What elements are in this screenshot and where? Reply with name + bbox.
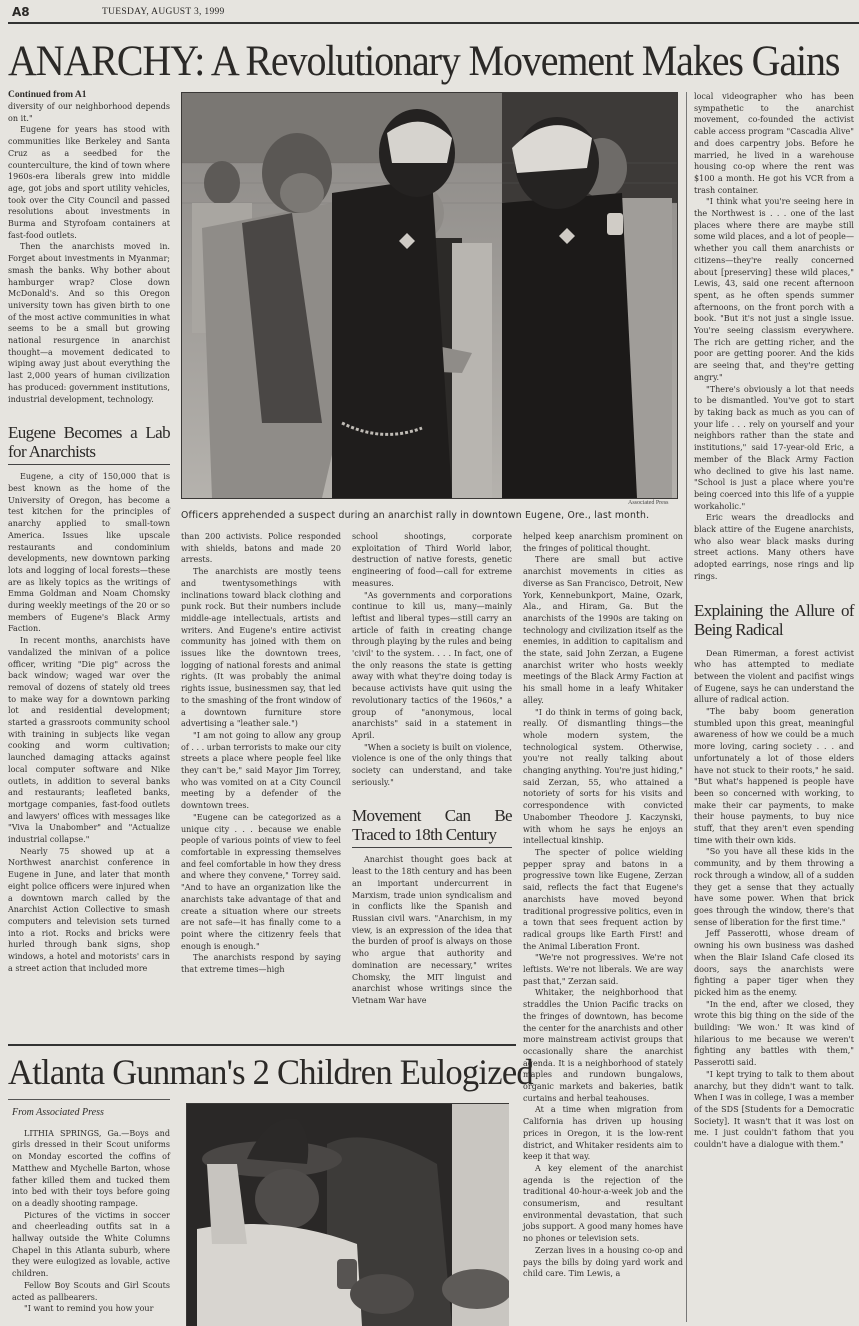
paragraph: Then the anarchists moved in. Forget about investments in Myanmar; smash the banks. Why bother about hamburger wrap? Close down McDonald's. And so this Oregon university town has given birth to one of the most active communities in what seems to be a small but growing national resurgence in anarchist thought—a movement dedicated to wiping away just about everything the last 2,000 years of human civilization has produced: government institutions, industrial development, technology. xyxy=(8,242,170,404)
main-story-column-5 xyxy=(694,91,854,1151)
paragraph: Whitaker, the neighborhood that straddles the Union Pacific tracks on the fringes of downtown, has become the center for the anarchists and other more mainstream activist groups that occasionally share the anarchist agenda. It is a neighborhood of stately maples and rundown bungalows, organic markets and bakeries, batik curtains and herbal teahouses. xyxy=(523,988,683,1103)
main-story-column-1 xyxy=(8,90,170,975)
paragraph: "Eugene can be categorized as a unique city . . . because we enable people of various points of view to feel comfortable in expressing themselves and feel comfortable in how they dress and where they convene," Torrey said. "And to have an organization like the anarchists take advantage of that and create a situation where our streets are not safe—it has finally come to a point where the citizenry feels that enough is enough." xyxy=(181,812,341,951)
paragraph: diversity of our neighborhood depends on it." xyxy=(8,102,170,123)
second-story-column xyxy=(12,1103,170,1315)
paragraph: "I do think in terms of going back, really. Of dismantling things—the whole modern system, the technological system. Otherwise, you're not really talking about changing anything. You're just hiding," said Zerzan, 55, who attained a notoriety of sorts for his visits and correspondence with convicted Unabomber Theodore J. Kaczynski, with whom he says he enjoys an intellectual kinship. xyxy=(523,707,683,846)
main-story-column-3 xyxy=(352,531,512,1007)
subhead: Movement Can Be Traced to 18th Century xyxy=(352,806,512,848)
main-story-column-4 xyxy=(523,531,683,1280)
paragraph: "I want to remind you how your xyxy=(24,1304,154,1314)
paragraph: LITHIA SPRINGS, Ga.—Boys and girls dressed in their Scout uniforms on Monday escorted the coffins of Matthew and Mychelle Barton, whose father killed them and tucked them into bed with their toys before going on a deadly shooting rampage. xyxy=(12,1128,170,1208)
second-headline: Atlanta Gunman's 2 Children Eulogized xyxy=(8,1052,533,1092)
photo-credit: Associated Press xyxy=(628,500,669,506)
paragraph: The anarchists are mostly teens and twentysomethings with inclinations toward black clothing and punk rock. But their numbers include middle-age intellectuals, artists and writers. And Eugene's entire activist community has joined with them on issues like the downtown trees, logging of national forests and animal rights. (It was probably the animal rights issue, businessmen say, that led to the smashing of the front window of a downtown furniture store advertising a "leather sale.") xyxy=(181,567,341,729)
paragraph: Eugene, a city of 150,000 that is best known as the home of the University of Oregon, has become a test kitchen for the principles of anarchy applied to small-town America. Issues like upscale restaurants and condominium developments, new downtown parking lots and logging of local forests—these are as likely topics as the writings of Emma Goldman and Noam Chomsky during weekly meetings of the 20 or so members of Eugene's Black Army Faction. xyxy=(8,472,170,634)
main-story-column-2 xyxy=(181,531,341,976)
main-photo xyxy=(181,92,678,499)
paragraph: "When a society is built on violence, violence is one of the only things that society can understand, and take seriously." xyxy=(352,742,512,787)
issue-date: TUESDAY, AUGUST 3, 1999 xyxy=(102,7,225,17)
photo-illustration xyxy=(182,93,677,498)
paragraph: Eugene for years has stood with communities like Berkeley and Santa Cruz as a seedbed for the counterculture, the kind of town where 1960s-era liberals grew into middle age, got jobs and sport utility vehicles, took over the City Council and passed resolutions about investments in Burma and Styrofoam containers at fast-food outlets. xyxy=(8,125,170,240)
story-divider xyxy=(8,1044,516,1046)
paragraph: Fellow Boy Scouts and Girl Scouts acted as pallbearers. xyxy=(12,1280,170,1302)
paragraph: Eric wears the dreadlocks and black attire of the Eugene anarchists, who also wear black masks during street actions. Many others have adopted earrings, nose rings and lip rings. xyxy=(694,513,854,581)
paragraph: local videographer who has been sympathetic to the anarchist movement, co-founded the activist cable access program "Cascadia Alive" and does carpentry jobs. Before he married, he lived in a warehouse housing co-op where the rent was $100 a month. He got his VCR from a trash container. xyxy=(694,92,854,195)
paragraph: At a time when migration from California has driven up housing prices in Oregon, it is the low-rent district, and Whitaker residents aim to keep it that way. xyxy=(523,1105,683,1162)
paragraph: Zerzan lives in a housing co-op and pays the bills by doing yard work and child care. Tim Lewis, a xyxy=(523,1245,683,1279)
paragraph: "The baby boom generation stumbled upon this great, meaningful awareness of how we could be a much more loving, caring society . . . and unfortunately a lot of those elders have not stuck to their roots," he said. "But what's happened is people have been so concerned with working, to make their car payments, to make their house payments, to buy nice stuff, that they aren't even spending time with their own kids. xyxy=(694,707,854,845)
paragraph: The specter of police wielding pepper spray and batons in a progressive town like Eugene, Zerzan said, reflects the fact that Eugene's anarchists have moved beyond traditional progressive politics, even in a town that sees frequent action by radical groups like Earth First! and the Animal Liberation Front. xyxy=(523,847,683,951)
page-folio xyxy=(8,2,859,24)
paragraph: In recent months, anarchists have vandalized the minivan of a police officer, writing "Die pig" across the back window; waged war over the removal of dozens of stately old trees to make way for a downtown parking lot and residential development; started a grassroots community school with training in subjects like vegan cooking and worm cultivation; launched damaging attacks against local computer software and Nike outlets, in addition to several banks and restaurants; leafleted banks, mortgage companies, fast-food outlets and lawyers' offices with messages like "Viva la Unabomber" and "Actualize industrial collapse." xyxy=(8,636,170,845)
column-divider xyxy=(686,92,687,1322)
paragraph: Pictures of the victims in soccer and cheerleading outfits sat in a hallway outside the White Columns Chapel in this Atlanta suburb, where they were eulogized as lovable, active children. xyxy=(12,1210,170,1279)
paragraph: "In the end, after we closed, they wrote this big thing on the side of the building: 'We won.' It was kind of hilarious to me because we weren't fighting any battles with them," Passerotti said. xyxy=(694,999,854,1068)
byline: From Associated Press xyxy=(12,1107,104,1118)
paragraph: helped keep anarchism prominent on the fringes of political thought. xyxy=(523,532,683,553)
subhead: Explaining the Allure of Being Radical xyxy=(694,600,854,639)
paragraph: There are small but active anarchist movements in cities as diverse as San Francisco, Detroit, New York, Kennebunkport, Maine, Ozark, Ala., and Hiram, Ga. But the anarchists of the 1990s are taking on technology and civilization itself as the enemies, in addition to capitalism and the state, said John Zerzan, a Eugene anarchist writer who hosts weekly meetings of the Black Army Faction at his small home in a leafy Whitaker alley. xyxy=(523,555,683,705)
paragraph: "There's obviously a lot that needs to be dismantled. You've got to start by taking back as much as you can of your life . . . rely on yourself and your neighbors rather than the state and institutions," said 17-year-old Eric, a member of the Black Army Faction who declined to give his last name. "School is just a place where you're being coerced into this life of a yuppie workaholic." xyxy=(694,384,854,511)
paragraph: "I kept trying to talk to them about anarchy, but they didn't want to talk. When I was in college, I was a member of the SDS [Students for a Democratic Society]. It wasn't that it was lost on me. I just couldn't fathom that you couldn't have a dialogue with them." xyxy=(694,1069,854,1150)
scout-photo xyxy=(186,1103,509,1326)
continued-from-label: Continued from A1 xyxy=(8,90,87,100)
paragraph: school shootings, corporate exploitation of Third World labor, destruction of native forests, genetic engineering of food—call for extreme measures. xyxy=(352,532,512,588)
paragraph: "We're not progressives. We're not leftists. We're not liberals. We are way past that," Zerzan said. xyxy=(523,953,683,986)
photo-illustration xyxy=(187,1104,509,1326)
paragraph: Anarchist thought goes back at least to the 18th century and has been an important undercurrent in Marxism, trade union syndicalism and in conflicts like the Spanish and Russian civil wars. "Anarchism, in my view, is an expression of the idea that the burden of proof is always on those who argue that authority and domination are necessary," writes Chomsky, the MIT linguist and anarchist whose writings since the Vietnam War have xyxy=(352,855,512,1005)
paragraph: Dean Rimerman, a forest activist who has attempted to mediate between the violent and pacifist wings of Eugene, says he can understand the allure of radical action. xyxy=(694,648,854,705)
paragraph: The anarchists respond by saying that extreme times—high xyxy=(181,953,341,975)
paragraph: "As governments and corporations continue to kill us, many—mainly leftist and liberal types—still carry an article of faith in creating change through playing by the rules and being 'civil' to the system. . . . In fact, one of the only reasons the state is getting away with what they're doing today is because activists have quit using the revolutionary tactics of the 1960s," a group of "anonymous, local anarchists" said in a statement in April. xyxy=(352,590,512,740)
paragraph: Nearly 75 showed up at a Northwest anarchist conference in Eugene in June, and later that month eight police officers were injured when a downtown march called by the Anarchist Action Collective to smash computers and television sets turned into a riot. Rocks and bricks were hurled through bank signs, shop windows, a hotel and motorists' cars in a street action that included more xyxy=(8,846,170,973)
subhead: Eugene Becomes a Lab for Anarchists xyxy=(8,423,170,465)
page-number: A8 xyxy=(12,5,30,19)
paragraph: "I am not going to allow any group of . . . urban terrorists to make our city streets a place where people feel like they can't be," said Mayor Jim Torrey, who was vomited on at a City Council meeting by a defender of the downtown trees. xyxy=(181,730,342,811)
paragraph: than 200 activists. Police responded with shields, batons and made 20 arrests. xyxy=(181,532,341,565)
photo-caption: Officers apprehended a suspect during an anarchist rally in downtown Eugene, Ore., last month. xyxy=(181,510,650,521)
paragraph: Jeff Passerotti, whose dream of owning his own business was dashed when the Blair Island Cafe closed its doors, says the anarchists were fighting a paper tiger when they picked him as the enemy. xyxy=(694,929,854,997)
paragraph: A key element of the anarchist agenda is the rejection of the traditional 40-hour-a-week job and the consumerism, and resultant environmental devastation, that such jobs support. A good many homes have no phones or television sets. xyxy=(523,1163,683,1244)
paragraph: "I think what you're seeing here in the Northwest is . . . one of the last places where there are maybe still some wild places, and a lot of people—whether you call them anarchists or citizens—they're really concerned about [preserving] these wild places," Lewis, 43, said one recent afternoon spent, as he often spends summer afternoons, on the front porch with a book. "But it's not just a single issue. You're seeing classism everywhere. The rich are getting richer, and the poor are getting poorer. And the kids are seeing that, and they're getting angry." xyxy=(694,197,854,382)
main-headline: ANARCHY: A Revolutionary Movement Makes Gains xyxy=(8,38,840,85)
paragraph: "So you have all these kids in the community, and by them throwing a rock through a window, all of a sudden they get a sense that they actually have some power. When that brick goes through the window, there's that sense of liberation for the first time." xyxy=(694,847,854,927)
headline-rule xyxy=(8,1099,170,1100)
